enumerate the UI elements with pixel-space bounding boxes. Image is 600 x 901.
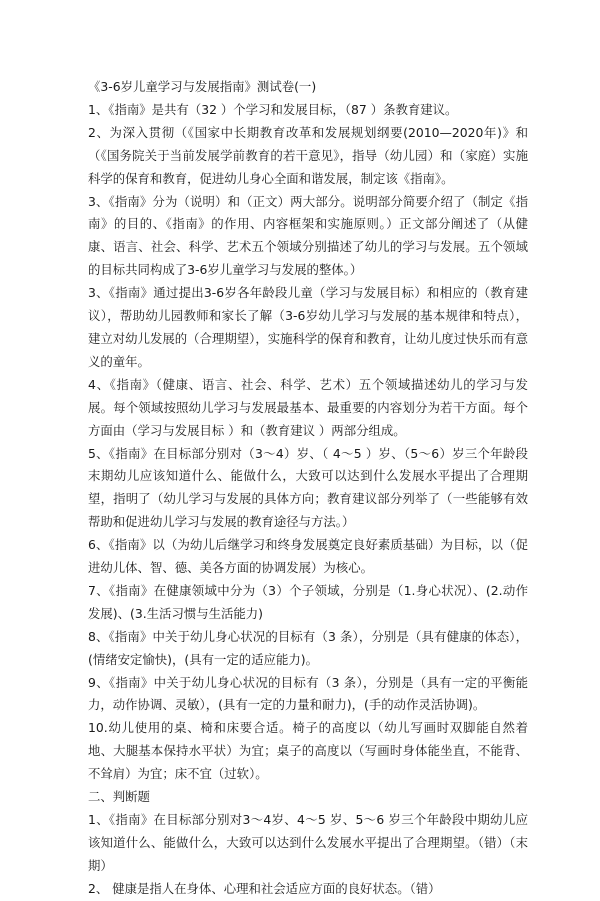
question-paragraph: 2、为深入贯彻（《国家中长期教育改革和发展规划纲要(2010—2020年)》和（《国务院关于当前发展学前教育的若干意见》，指导（幼儿园）和（家庭）实施科学的保育和教育，促进幼儿身心全面和谐发展，制定该《指南》。: [88, 124, 528, 186]
question-paragraph: 9、《指南》中关于幼儿身心状况的目标有（3 条），分别是（具有一定的平衡能力，动作协调、灵敏），(具有一定的力量和耐力)，(手的动作灵活协调)。: [88, 674, 528, 713]
document-body: [88, 76, 528, 901]
question-paragraph: 5、《指南》在目标部分别对（3～4）岁、（ 4～5 ）岁、（5～6）岁三个年龄段末期幼儿应该知道什么、能做什么，大致可以达到什么发展水平提出了合理期望，指明了（幼儿学习与发展的具体方向；教育建议部分列举了（一些能够有效帮助和促进幼儿学习与发展的教育途径与方法。）: [88, 445, 528, 530]
question-paragraph: 2、 健康是指人在身体、心理和社会适应方面的良好状态。（错）: [88, 880, 441, 896]
question-paragraph: 4、《指南》（健康、语言、社会、科学、艺术）五个领域描述幼儿的学习与发展。每个领域按照幼儿学习与发展最基本、最重要的内容划分为若干方面。每个方面由（学习与发展目标 ）和（教育建议 ）两部分组成。: [88, 376, 528, 438]
question-paragraph: 10.幼儿使用的桌、椅和床要合适。椅子的高度以（幼儿写画时双脚能自然着地、大腿基本保持水平状）为宜；桌子的高度以（写画时身体能坐直，不能背、不耸肩）为宜；床不宜（过软）。: [88, 720, 528, 782]
question-paragraph: 6、《指南》以（为幼儿后继学习和终身发展奠定良好素质基础）为目标，以（促进幼儿体、智、德、美各方面的协调发展）为核心。: [88, 537, 528, 576]
document-title: 《3-6岁儿童学习与发展指南》测试卷(一): [88, 79, 317, 94]
question-paragraph: 1、《指南》是共有（32 ）个学习和发展目标，（87 ）条教育建议。: [88, 101, 458, 117]
question-paragraph: 7、《指南》在健康领域中分为（3）个子领域，分别是（1.身心状况）、(2.动作发展)、(3.生活习惯与生活能力): [88, 582, 528, 621]
question-paragraph: 3、《指南》分为（说明）和（正文）两大部分。说明部分简要介绍了（制定《指南》的目的、《指南》的作用、内容框架和实施原则。）正文部分阐述了（从健康、语言、社会、科学、艺术五个领域分别描述了幼儿的学习与发展。五个领域的目标共同构成了3-6岁儿童学习与发展的整体。）: [88, 193, 528, 278]
question-paragraph: 3、《指南》通过提出3-6岁各年龄段儿童（学习与发展目标）和相应的（教育建议），帮助幼儿园教师和家长了解（3-6岁幼儿学习与发展的基本规律和特点），建立对幼儿发展的（合理期望），实施科学的保育和教育，让幼儿度过快乐而有意义的童年。: [88, 285, 528, 369]
question-paragraph: 8、《指南》中关于幼儿身心状况的目标有（3 条），分别是（具有健康的体态），(情绪安定愉快)，(具有一定的适应能力)。: [88, 628, 528, 667]
question-paragraph: 1、《指南》在目标部分别对3～4岁、4～5 岁、5～6 岁三个年龄段中期幼儿应该知道什么、能做什么，大致可以达到什么发展水平提出了合理期望。（错）（末期）: [88, 812, 528, 873]
section-heading: 二、判断题: [88, 789, 150, 805]
